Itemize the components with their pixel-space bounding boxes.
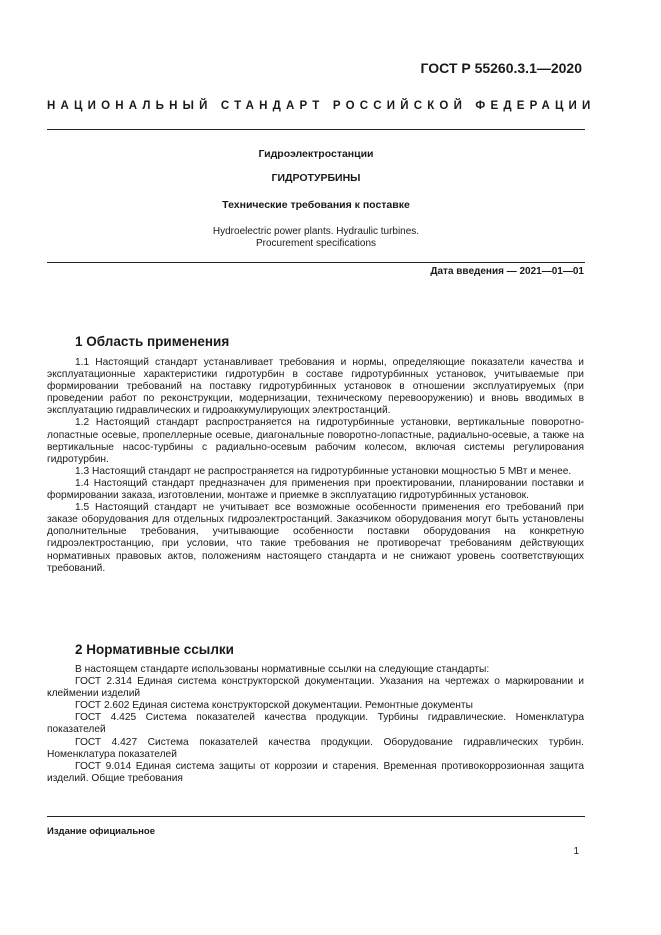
official-edition-label: Издание официальное [47,826,155,837]
national-standard-banner: НАЦИОНАЛЬНЫЙ СТАНДАРТ РОССИЙСКОЙ ФЕДЕРАЦИИ [47,100,596,112]
reference-gost-2-602: ГОСТ 2.602 Единая система конструкторской документации. Ремонтные документы [75,700,473,712]
reference-gost-2-314: ГОСТ 2.314 Единая система конструкторской документации. Указания на чертежах о маркировании и клеймении изделий [47,676,584,700]
paragraph-1-3: 1.3 Настоящий стандарт не распространяется на гидротурбинные установки мощностью 5 МВт и менее. [75,465,572,477]
top-divider [47,129,585,130]
section-2-heading: 2 Нормативные ссылки [75,642,234,657]
reference-gost-4-425: ГОСТ 4.425 Система показателей качества продукции. Турбины гидравлические. Номенклатура показателей [47,712,584,736]
paragraph-1-1: 1.1 Настоящий стандарт устанавливает требования и нормы, определяющие показатели качества и эксплуатационные характеристики гидротурбин в составе гидротурбинных установок, учитываемые при формировании требований на поставку гидротурбинных установок в отношении эксплуатируемых (при проведении работ по реконструкции, модернизации, техническому перевооружению) и вновь вводимых в эксплуатацию гидравлических и гидроаккумулирующих электростанций. [47,357,584,417]
title-english-line-2: Procurement specifications [255,238,377,249]
reference-gost-9-014: ГОСТ 9.014 Единая система защиты от коррозии и старения. Временная противокоррозионная защита изделий. Общие требования [47,760,584,784]
paragraph-1-2: 1.2 Настоящий стандарт распространяется на гидротурбинные установки, вертикальные поворотно-лопастные осевые, пропеллерные осевые, диагональные поворотно-лопастные, радиально-осевые, а также на вертикальные насос-турбины с радиально-осевым рабочим колесом, включая системы регулирования гидротурбин. [47,417,584,465]
title-main: ГИДРОТУРБИНЫ [271,172,361,184]
introduction-date: Дата введения — 2021—01—01 [430,266,584,277]
footer-divider [47,816,585,817]
title-english-line-1: Hydroelectric power plants. Hydraulic turbines. [212,226,420,237]
page-number: 1 [573,846,579,857]
title-english [47,226,585,250]
section-1-heading: 1 Область применения [75,334,230,349]
title-divider [47,262,585,263]
paragraph-1-4: 1.4 Настоящий стандарт предназначен для применения при проектировании, планировании поставки и формировании заказа, изготовлении, монтаже и приемке в эксплуатацию гидротурбинных установок. [47,477,584,502]
references-intro: В настоящем стандарте использованы нормативные ссылки на следующие стандарты: [75,664,490,675]
paragraph-1-5: 1.5 Настоящий стандарт не учитывает все возможные особенности применения его требований при заказе оборудования для отдельных гидроэлектростанций. Заказчиком оборудования могут быть установлены дополнительные требования, учитывающие особенности поставки оборудования на конкретную гидроэлектростанцию, при условии, что такие требования не противоречат требованиям действующих нормативных правовых актов, положениям настоящего стандарта и не снижают уровень соответствующих требований. [47,502,584,574]
title-subtitle: Технические требования к поставке [222,199,410,211]
standard-number: ГОСТ Р 55260.3.1—2020 [420,60,582,76]
section-2-body [47,664,584,785]
reference-gost-4-427: ГОСТ 4.427 Система показателей качества продукции. Оборудование гидравлических турбин. Номенклатура показателей [47,736,584,760]
section-1-body [47,357,584,575]
title-group: Гидроэлектростанции [258,148,374,160]
